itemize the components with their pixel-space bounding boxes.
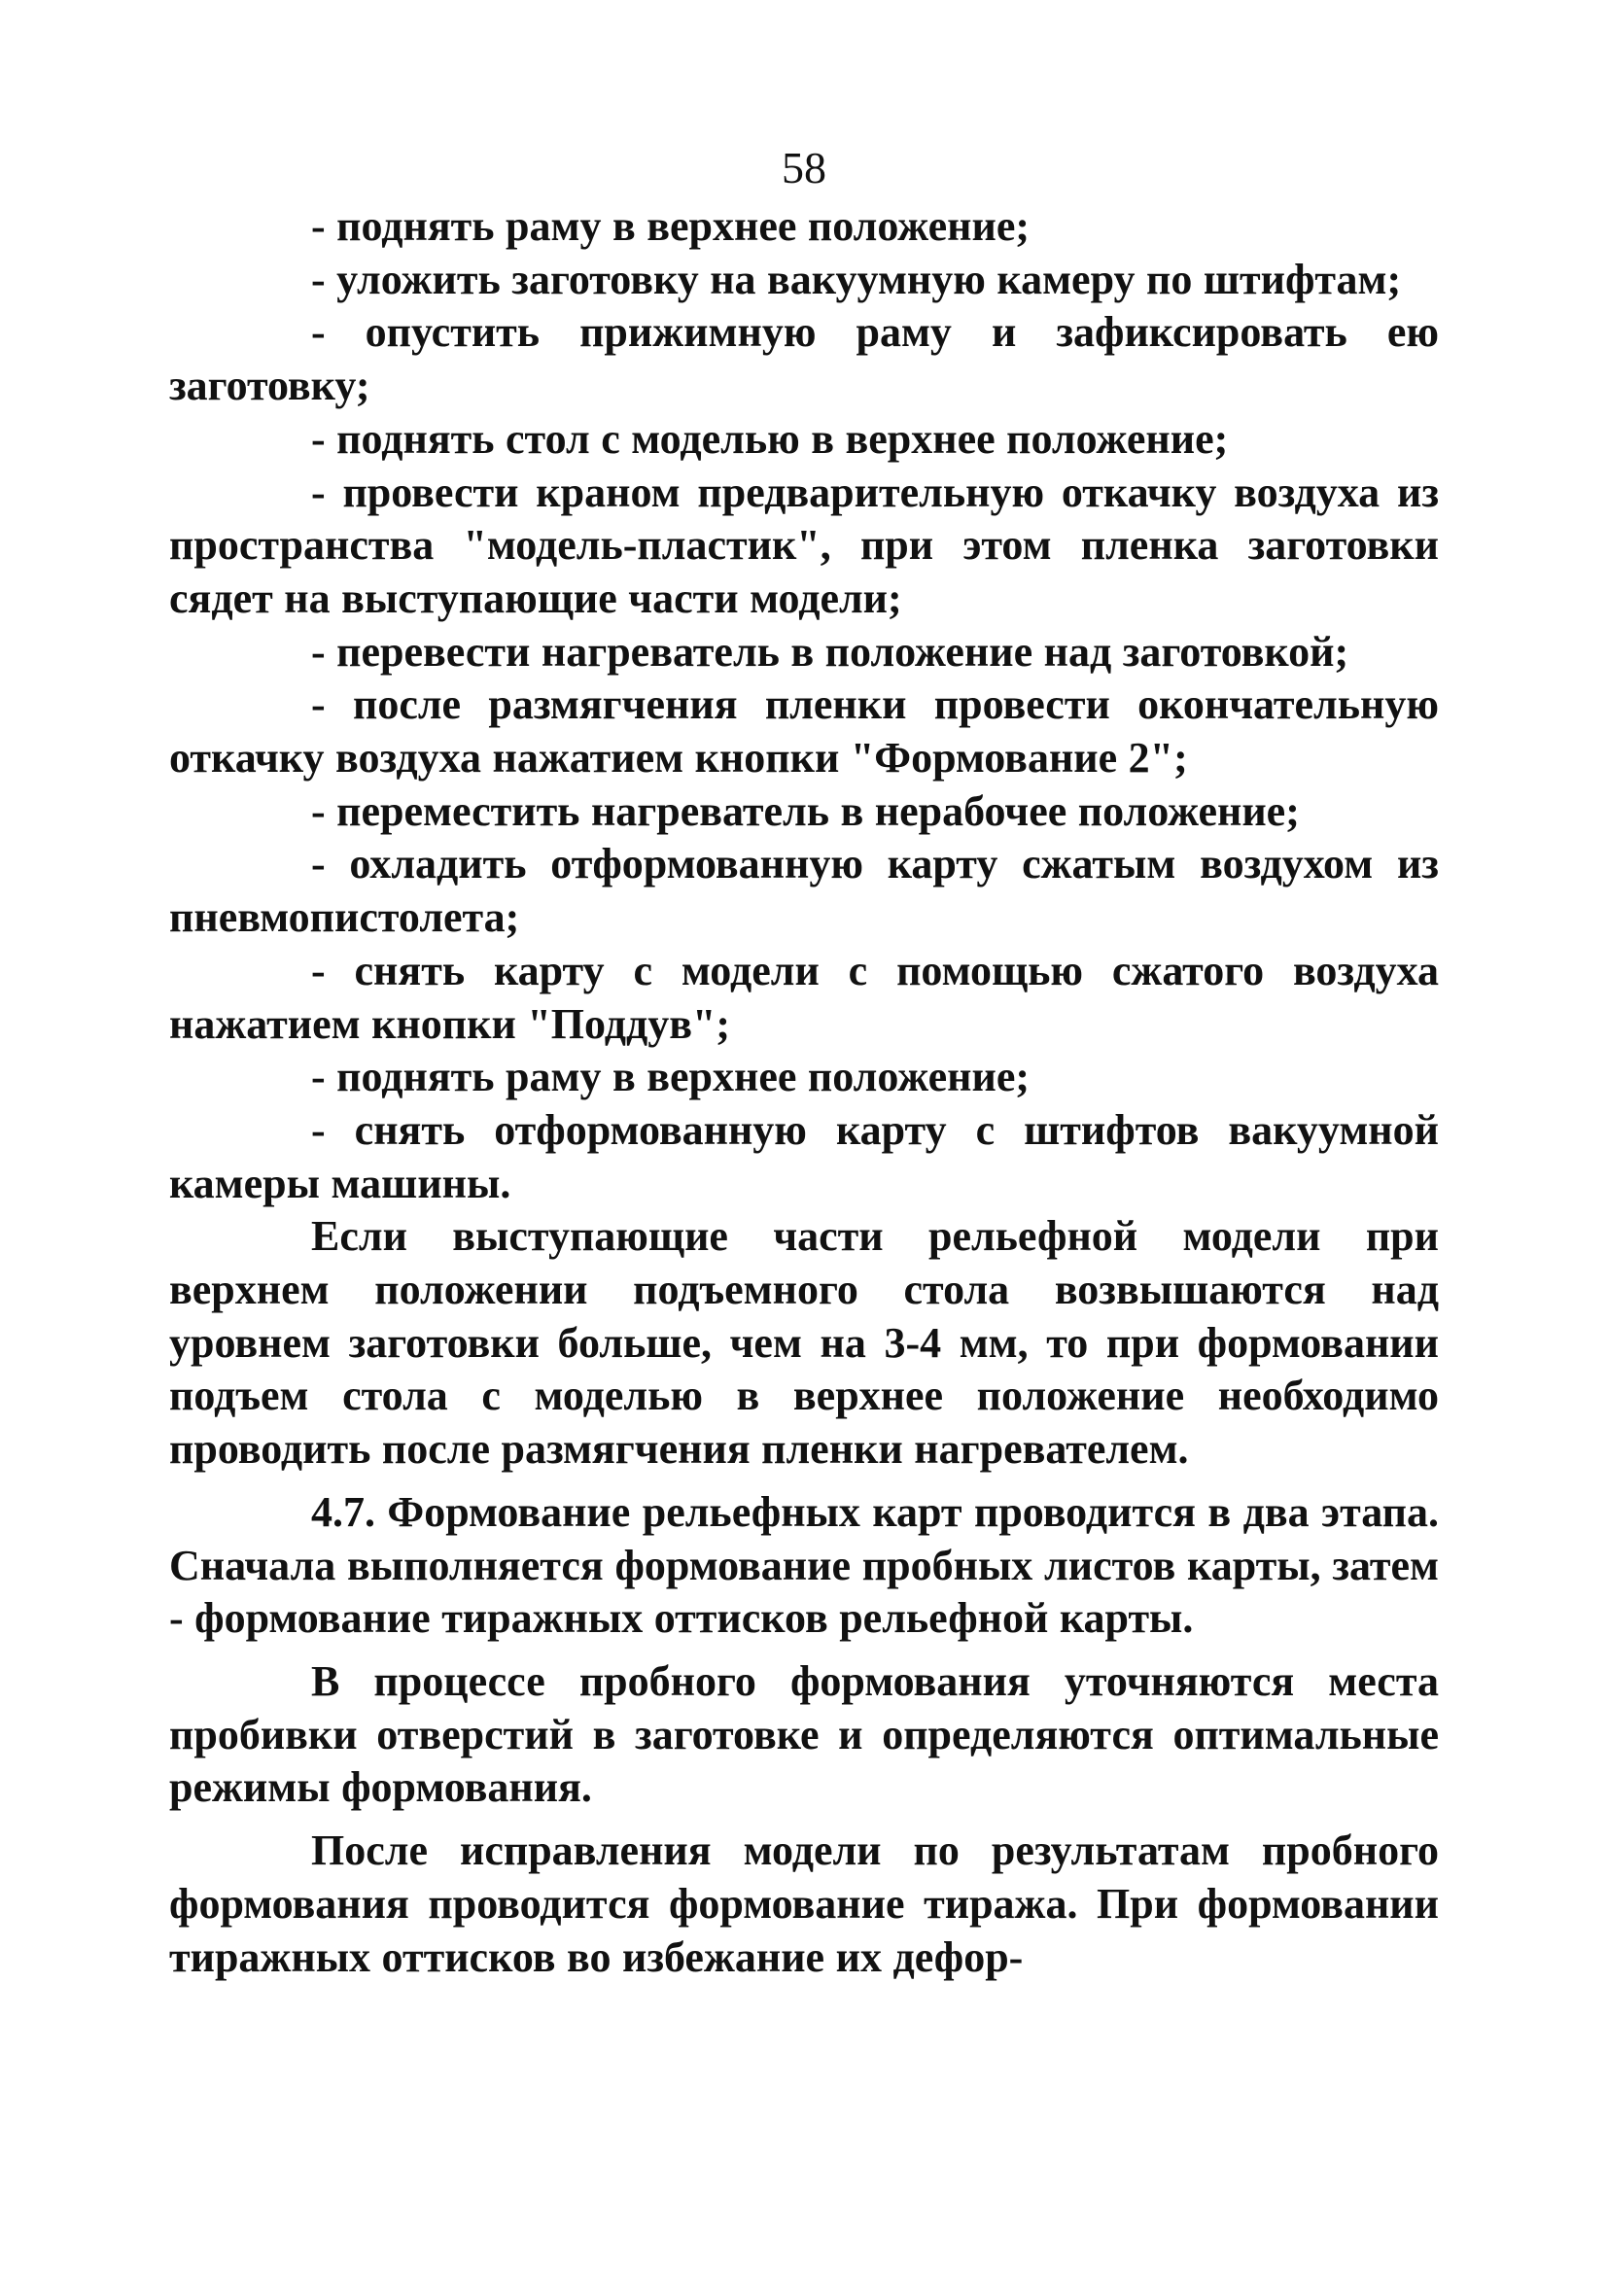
paragraph-note: Если выступающие части рельефной модели при верхнем положении подъемного стола возвышаются над уровнем заготовки больше, чем на 3-4 мм, то при формовании подъем стола с моделью в верхнее положение необходимо проводить после размягчения пленки нагревателем.	[169, 1212, 1439, 1474]
list-item: - снять карту с модели с помощью сжатого воздуха нажатием кнопки "Поддув";	[169, 946, 1439, 1048]
list-item: - снять отформованную карту с штифтов вакуумной камеры машины.	[169, 1105, 1439, 1207]
list-item: - после размягчения пленки провести окончательную откачку воздуха нажатием кнопки "Формование 2";	[169, 680, 1439, 783]
list-item: - опустить прижимную раму и зафиксировать ею заготовку;	[169, 308, 1439, 410]
list-item: - поднять раму в верхнее положение;	[311, 1053, 1031, 1101]
list-item: - поднять раму в верхнее положение;	[311, 202, 1031, 250]
paragraph-section-4-7: 4.7. Формование рельефных карт проводится в два этапа. Сначала выполняется формование пробных листов карты, затем - формование тиражных оттисков рельефной карты.	[169, 1487, 1439, 1643]
page-number: 58	[782, 143, 826, 192]
list-item: - охладить отформованную карту сжатым воздухом из пневмопистолета;	[169, 840, 1439, 942]
list-item: - перевести нагреватель в положение над заготовкой;	[311, 627, 1349, 676]
list-item: - поднять стол с моделью в верхнее положение;	[311, 414, 1229, 463]
paragraph-print-run: После исправления модели по результатам пробного формования проводится формование тиража. При формовании тиражных оттисков во избежание их дефор-	[169, 1826, 1439, 1981]
list-item: - провести краном предварительную откачку воздуха из пространства "модель-пластик", при этом пленка заготовки сядет на выступающие части модели;	[169, 468, 1439, 622]
paragraph-trial-forming: В процессе пробного формования уточняются места пробивки отверстий в заготовке и определяются оптимальные режимы формования.	[169, 1656, 1439, 1812]
list-item: - переместить нагреватель в нерабочее положение;	[311, 786, 1300, 835]
list-item: - уложить заготовку на вакуумную камеру по штифтам;	[311, 255, 1402, 303]
body-text	[169, 200, 1439, 1984]
